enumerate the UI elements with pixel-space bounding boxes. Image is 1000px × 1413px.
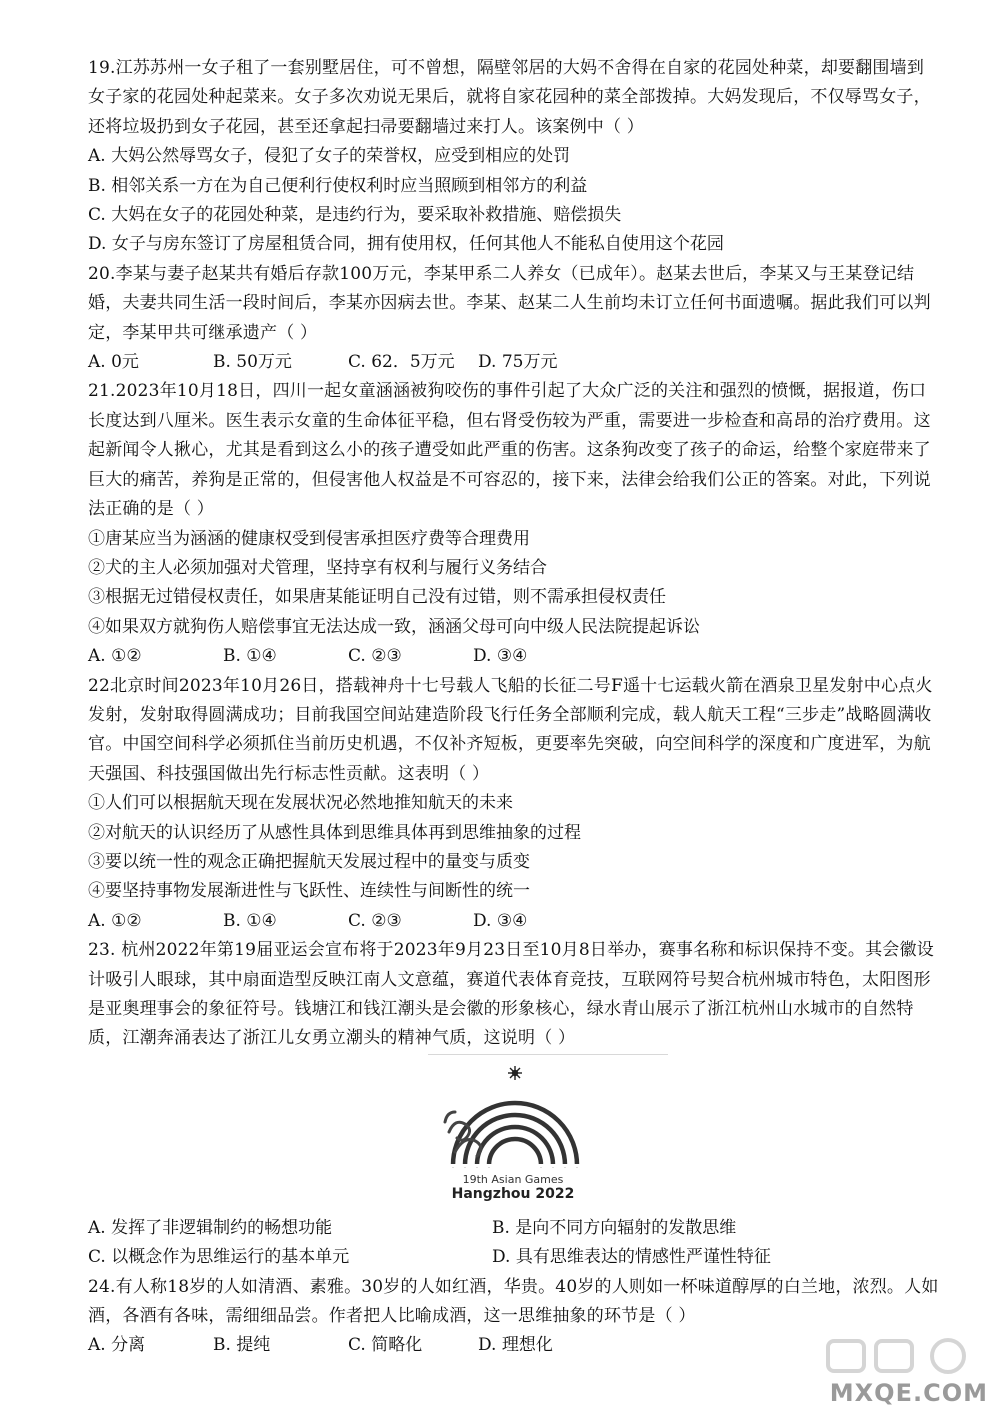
question-22-stem: 22北京时间2023年10月26日，搭载神舟十七号载人飞船的长征二号F遥十七运载火箭在酒泉卫星发射中心点火发射，发射取得圆满成功；目前我国空间站建造阶段飞行任务全部顺利完成，载人航天工程“三步走”战略圆满收官。中国空间科学必须抓住当前历史机遇，不仅补齐短板，更要率先突破，向空间科学的深度和广度进军，为航天强国、科技强国做出先行标志性贡献。这表明（ ） [88, 675, 933, 784]
question-22-option-d: D. ③④ [473, 910, 528, 931]
question-19-option-a: A. 大妈公然辱骂女子，侵犯了女子的荣誉权，应受到相应的处罚 [88, 146, 571, 167]
question-21-item-1: ①唐某应当为涵涵的健康权受到侵害承担医疗费等合理费用 [88, 528, 530, 549]
question-20-option-b: B. 50万元 [213, 352, 292, 373]
emblem-caption-line-1: 19th Asian Games [462, 1172, 564, 1186]
question-24-option-d: D. 理想化 [478, 1335, 553, 1356]
question-22-option-c: C. ②③ [348, 910, 402, 931]
question-22-item-3: ③要以统一性的观念正确把握航天发展过程中的量变与质变 [88, 851, 530, 872]
question-21-option-a: A. ①② [88, 646, 142, 667]
question-20-options [88, 348, 940, 377]
question-22-option-a: A. ①② [88, 910, 142, 931]
watermark-site-text: MXQE.COM [829, 1379, 988, 1407]
question-22-option-b: B. ①④ [223, 910, 277, 931]
question-22-options [88, 907, 940, 936]
question-19-stem: 19.江苏苏州一女子租了一套别墅居住，可不曾想，隔壁邻居的大妈不舍得在自家的花园处种菜，却要翻围墙到女子家的花园处种起菜来。女子多次劝说无果后，就将自家花园种的菜全部拨掉。大妈发现后，不仅辱骂女子，还将垃圾扔到女子花园，甚至还拿起扫帚要翻墙过来打人。该案例中（ ） [88, 58, 931, 137]
question-21-options [88, 642, 940, 671]
question-20-option-d: D. 75万元 [478, 352, 558, 373]
question-21-item-3: ③根据无过错侵权责任，如果唐某能证明自己没有过错，则不需承担侵权责任 [88, 587, 666, 608]
question-24-option-a: A. 分离 [88, 1335, 146, 1356]
question-24-options [88, 1331, 940, 1360]
question-24-stem: 24.有人称18岁的人如清酒、素雅。30岁的人如红酒，华贵。40岁的人则如一杯味道醇厚的白兰地，浓烈。人如酒，各酒有各味，需细细品尝。作者把人比喻成酒，这一思维抽象的环节是（ ） [88, 1276, 939, 1327]
question-24-option-b: B. 提纯 [213, 1335, 271, 1356]
question-19-option-b: B. 相邻关系一方在为自己便利行使权利时应当照顾到相邻方的利益 [88, 175, 588, 196]
question-19-option-d: D. 女子与房东签订了房屋租赁合同，拥有使用权，任何其他人不能私自使用这个花园 [88, 234, 724, 255]
question-23-option-b: B. 是向不同方向辐射的发散思维 [492, 1217, 737, 1238]
question-23-options-row-2 [88, 1243, 940, 1272]
exam-page [88, 54, 940, 1361]
question-20-option-a: A. 0元 [88, 352, 139, 373]
question-20-option-c: C. 62．5万元 [348, 352, 455, 373]
question-23-option-c: C. 以概念作为思维运行的基本单元 [88, 1247, 350, 1268]
question-22-item-4: ④要坚持事物发展渐进性与飞跃性、连续性与间断性的统一 [88, 881, 530, 902]
question-19-option-c: C. 大妈在女子的花园处种菜，是违约行为，要采取补救措施、赔偿损失 [88, 205, 622, 226]
question-20-stem: 20.李某与妻子赵某共有婚后存款100万元，李某甲系二人养女（已成年）。赵某去世后，李某又与王某登记结婚，夫妻共同生活一段时间后，李某亦因病去世。李某、赵某二人生前均未订立任何书面遗嘱。据此我们可以判定，李某甲共可继承遗产（ ） [88, 263, 931, 343]
question-21-stem: 21.2023年10月18日，四川一起女童涵涵被狗咬伤的事件引起了大众广泛的关注和强烈的愤慨，据报道，伤口长度达到八厘米。医生表示女童的生命体征平稳，但右肾受伤较为严重，需要进一步检查和高昂的治疗费用。这起新闻令人揪心，尤其是看到这么小的孩子遭受如此严重的伤害。这条狗改变了孩子的命运，给整个家庭带来了巨大的痛苦，养狗是正常的，但侵害他人权益是不可容忍的，接下来，法律会给我们公正的答案。对此，下列说法正确的是（ ） [88, 381, 931, 520]
emblem-caption-line-2: Hangzhou 2022 [451, 1185, 575, 1202]
question-23-options-row-1 [88, 1214, 940, 1243]
question-21-item-2: ②犬的主人必须加强对犬管理，坚持享有权利与履行义务结合 [88, 557, 547, 578]
question-23-option-a: A. 发挥了非逻辑制约的畅想功能 [88, 1217, 333, 1238]
question-21-option-c: C. ②③ [348, 646, 402, 667]
question-22-item-2: ②对航天的认识经历了从感性具体到思维具体再到思维抽象的过程 [88, 822, 581, 843]
question-24-option-c: C. 简略化 [348, 1335, 423, 1356]
divider-line [428, 1054, 668, 1055]
question-21-option-b: B. ①④ [223, 646, 277, 667]
asian-games-emblem-area [88, 1054, 940, 1214]
question-21-item-4: ④如果双方就狗伤人赔偿事宜无法达成一致，涵涵父母可向中级人民法院提起诉讼 [88, 616, 700, 637]
question-23-stem: 23. 杭州2022年第19届亚运会宣布将于2023年9月23日至10月8日举办，赛事名称和标识保持不变。其会徽设计吸引人眼球，其中扇面造型反映江南人文意蕴，赛道代表体育竞技，互联网符号契合杭州城市特色，太阳图形是亚奥理事会的象征符号。钱塘江和钱江潮头是会徽的形象核心，绿水青山展示了浙江杭州山水城市的自然特质，江潮奔涌表达了浙江儿女勇立潮头的精神气质，这说明（ ） [88, 940, 934, 1049]
question-22-item-1: ①人们可以根据航天现在发展状况必然地推知航天的未来 [88, 793, 513, 814]
question-23-option-d: D. 具有思维表达的情感性严谨性特征 [492, 1247, 771, 1268]
question-21-option-d: D. ③④ [473, 646, 528, 667]
